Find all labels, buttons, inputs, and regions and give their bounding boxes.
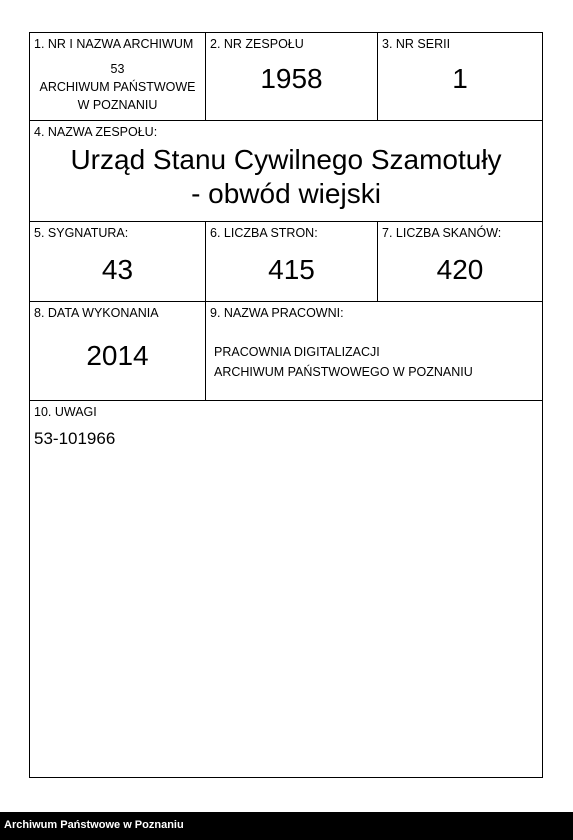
notes-label: 10. UWAGI — [34, 405, 97, 419]
fonds-name-line2: - obwód wiejski — [191, 178, 381, 209]
pages-cell — [206, 222, 378, 302]
fonds-name — [30, 143, 542, 211]
fonds-name-line1: Urząd Stanu Cywilnego Szamotuły — [70, 144, 502, 175]
footer-bar — [0, 812, 573, 840]
series-value: 1 — [452, 63, 468, 94]
notes-cell — [30, 401, 542, 777]
archive-metadata-card — [29, 32, 543, 778]
workshop-label: 9. NAZWA PRACOWNI: — [210, 306, 344, 320]
series-cell — [378, 33, 542, 121]
date-cell — [30, 302, 206, 401]
signature-label: 5. SYGNATURA: — [34, 226, 129, 240]
archive-name-line2: W POZNANIU — [77, 98, 158, 112]
fonds-name-cell — [30, 121, 542, 222]
fonds-name-label: 4. NAZWA ZESPOŁU: — [34, 125, 158, 139]
notes-value: 53-101966 — [34, 429, 116, 448]
pages-label: 6. LICZBA STRON: — [210, 226, 318, 240]
scans-label: 7. LICZBA SKANÓW: — [382, 226, 502, 240]
archive-cell — [30, 33, 206, 121]
scans-cell — [378, 222, 542, 302]
footer-text: Archiwum Państwowe w Poznaniu — [4, 819, 184, 831]
archive-name-line1: ARCHIWUM PAŃSTWOWE — [39, 80, 196, 94]
fonds-number-value: 1958 — [260, 63, 323, 94]
signature-cell — [30, 222, 206, 302]
archive-number: 53 — [110, 62, 125, 76]
scans-value: 420 — [436, 254, 484, 285]
date-value: 2014 — [86, 340, 149, 371]
archive-name — [30, 60, 205, 114]
fonds-number-label: 2. NR ZESPOŁU — [210, 37, 304, 51]
workshop-name-line2: ARCHIWUM PAŃSTWOWEGO W POZNANIU — [214, 365, 473, 379]
series-label: 3. NR SERII — [382, 37, 451, 51]
archive-label: 1. NR I NAZWA ARCHIWUM — [34, 37, 194, 51]
workshop-cell — [206, 302, 542, 401]
fonds-number-cell — [206, 33, 378, 121]
workshop-name-line1: PRACOWNIA DIGITALIZACJI — [214, 345, 380, 359]
pages-value: 415 — [268, 254, 315, 285]
signature-value: 43 — [101, 254, 134, 285]
date-label: 8. DATA WYKONANIA — [34, 306, 159, 320]
